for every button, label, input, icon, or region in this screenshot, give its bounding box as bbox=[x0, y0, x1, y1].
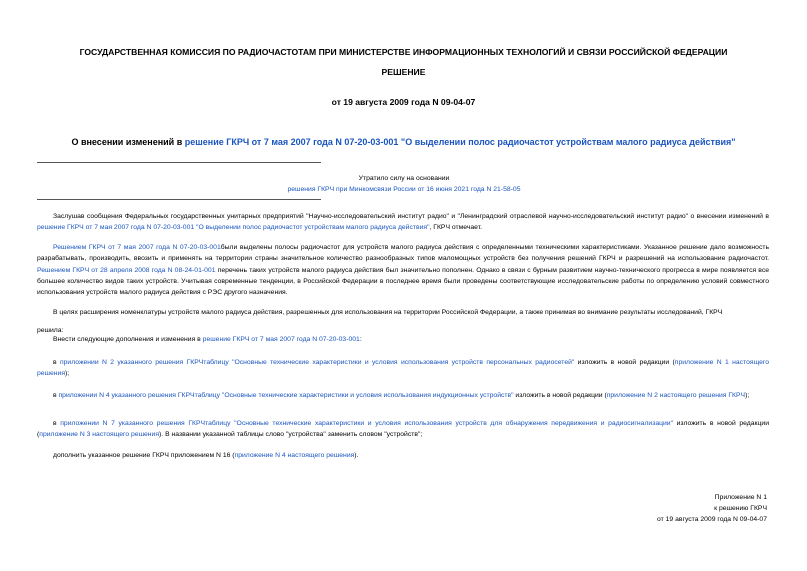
decision-link[interactable]: решение ГКРЧ от 7 мая 2007 года N 07-20-03-001 "О выделении полос радиочастот устройствам малого радиуса действия" bbox=[37, 224, 430, 232]
new-appendix-link[interactable]: приложение N 1 настоящего решения bbox=[37, 359, 769, 378]
new-appendix-link[interactable]: приложение N 4 настоящего решения bbox=[234, 452, 355, 459]
document-type-heading: РЕШЕНИЕ bbox=[381, 67, 426, 77]
paragraph-text: ); bbox=[745, 392, 750, 399]
decision-link[interactable]: Решением ГКРЧ от 7 мая 2007 года N 07-20-03-001 bbox=[53, 244, 221, 251]
table-link[interactable]: таблицу "Основные технические характеристики и условия использования устройств для обнаружения передвижения и радиосигнализации" bbox=[205, 420, 673, 427]
title-prefix: О внесении изменений в bbox=[71, 137, 185, 147]
paragraph-text: ); bbox=[65, 370, 70, 378]
document-date-number: от 19 августа 2009 года N 09-04-07 bbox=[331, 97, 476, 107]
new-appendix-link[interactable]: приложение N 3 настоящего решения bbox=[39, 431, 160, 439]
list-item-appendix-16 bbox=[37, 450, 769, 461]
table-link[interactable]: таблицу "Основные технические характеристики и условия использования индукционных устройств" bbox=[194, 392, 514, 399]
divider-top bbox=[37, 162, 321, 163]
appendix-link[interactable]: приложении N 7 указанного решения ГКРЧ bbox=[60, 420, 206, 427]
paragraph-decided: решила: bbox=[37, 327, 64, 334]
decision-2008-link[interactable]: Решением ГКРЧ от 28 апреля 2008 года N 08-24-01-001 bbox=[37, 266, 216, 274]
paragraph-text: перечень таких устройств малого радиуса действия был значительно пополнен. Однако в связи с бурным развитием научно-технического прогресса в мире появляется все большее количество видов таких устройств. Учитывая современные тенденции, в Российской Федерации в последнее время были проведены соответствующие исследовательские работы по определению условий совместного использования устройств малого радиуса действия с РЭС другого назначения. bbox=[37, 266, 770, 297]
appendix-reference: к решению ГКРЧ bbox=[714, 505, 767, 512]
appendix-link[interactable]: приложении N 2 указанного решения ГКРЧ bbox=[59, 359, 204, 366]
status-note-line bbox=[37, 184, 771, 196]
appendix-date: от 19 августа 2009 года N 09-04-07 bbox=[657, 516, 767, 523]
paragraph-background bbox=[37, 242, 769, 298]
paragraph-text: в bbox=[53, 392, 59, 399]
paragraph-text: : bbox=[359, 336, 362, 343]
paragraph-text: дополнить указанное решение ГКРЧ приложением N 16 ( bbox=[53, 452, 235, 459]
paragraph-text: ). В названии указанной таблицы слово "устройства" заменить словом "устройств"; bbox=[159, 431, 423, 439]
decision-link[interactable]: решение ГКРЧ от 7 мая 2007 года N 07-20-03-001 bbox=[202, 336, 360, 343]
status-note-text: Утратило силу на основании bbox=[358, 175, 450, 182]
paragraph-preamble bbox=[37, 211, 769, 234]
table-link[interactable]: таблицу "Основные технические характеристики и условия использования устройств персональных радиосетей" bbox=[203, 359, 575, 366]
paragraph-text: изложить в новой редакции ( bbox=[513, 392, 607, 399]
paragraph-text: изложить в новой редакции ( bbox=[574, 359, 675, 366]
paragraph-text: были выделены полосы радиочастот для устройств малого радиуса действия с определенными техническими характеристиками. Указанное решение дало возможность разрабатывать, производить, ввозить и применять на территории страны значительное количество разнообразных типов маломощных устройств без получения решений ГКРЧ и разрешений на использование радиочастот. bbox=[37, 244, 770, 263]
paragraph-text: , ГКРЧ отмечает. bbox=[429, 224, 482, 232]
divider-bottom bbox=[37, 199, 321, 200]
paragraph-amendments-intro bbox=[37, 334, 769, 345]
new-appendix-link[interactable]: приложение N 2 настоящего решения ГКРЧ bbox=[606, 392, 746, 399]
paragraph-text: в bbox=[53, 359, 60, 366]
paragraph-text: Заслушав сообщения Федеральных государственных унитарных предприятий "Научно-исследовательский институт радио" и "Ленинградский отраслевой научно-исследовательский институт радио" о внесении изменений в bbox=[53, 213, 769, 220]
paragraph-text: изложить в новой редакции ( bbox=[37, 420, 769, 439]
paragraph-text: Внести следующие дополнения и изменения в bbox=[53, 336, 203, 343]
repeal-decision-link[interactable]: решения ГКРЧ при Минкомсвязи России от 16 июня 2021 года N 21-58-05 bbox=[287, 186, 521, 193]
appendix-label: Приложение N 1 bbox=[714, 494, 767, 501]
paragraph-text: ). bbox=[354, 452, 359, 459]
list-item-appendix-4 bbox=[37, 390, 769, 401]
paragraph-text: в bbox=[53, 420, 61, 427]
paragraph-purpose: В целях расширения номенклатуры устройств малого радиуса действия, разрешенных для использования на территории Российской Федерации, а также принимая во внимание результаты исследований, ГКРЧ bbox=[53, 309, 723, 316]
commission-heading: ГОСУДАРСТВЕННАЯ КОМИССИЯ ПО РАДИОЧАСТОТАМ ПРИ МИНИСТЕРСТВЕ ИНФОРМАЦИОННЫХ ТЕХНОЛОГИЙ И СВЯЗИ РОССИЙСКОЙ ФЕДЕРАЦИИ bbox=[79, 47, 728, 57]
title-decision-link[interactable]: решение ГКРЧ от 7 мая 2007 года N 07-20-03-001 "О выделении полос радиочастот устройствам малого радиуса действия" bbox=[184, 137, 736, 147]
appendix-link[interactable]: приложении N 4 указанного решения ГКРЧ bbox=[58, 392, 195, 399]
document-title bbox=[30, 137, 777, 147]
list-item-appendix-2 bbox=[37, 357, 769, 380]
list-item-appendix-7 bbox=[37, 418, 769, 441]
